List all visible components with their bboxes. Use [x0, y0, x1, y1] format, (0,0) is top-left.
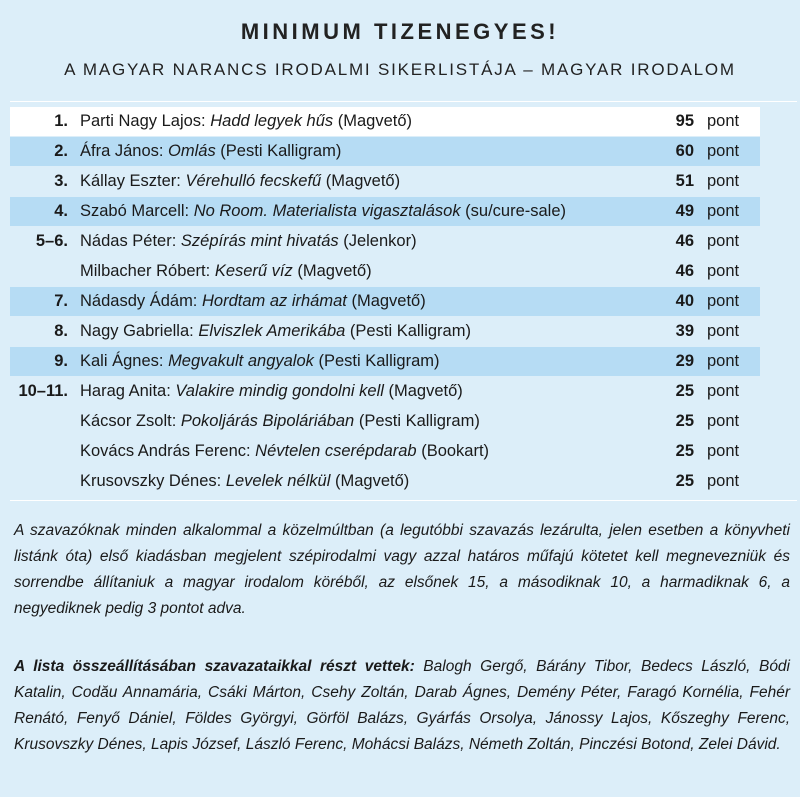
book-entry	[80, 317, 471, 346]
top-divider	[10, 101, 797, 102]
list-item	[10, 167, 760, 196]
score-unit: pont	[707, 172, 740, 190]
book-publisher: (su/cure-sale)	[460, 202, 567, 220]
rank-number: 2.	[54, 142, 68, 160]
book-title: Hadd legyek hűs	[210, 112, 334, 130]
rank-number: 1.	[54, 112, 68, 130]
book-author: Áfra János:	[80, 142, 169, 160]
method-paragraph: A szavazóknak minden alkalommal a közelmúltban (a legutóbbi szavazás lezárulta, jelen esetben a könyvheti listánk óta) első kiadásban megjelent szépirodalmi vagy azzal határos műfajú kötetet kell megnevezniük és sorrendbe állítaniuk a magyar irodalom köréből, az elsőnek 15, a másodiknak 10, a harmadiknak 6, a negyediknek pedig 3 pontot adva.	[14, 522, 790, 617]
book-author: Milbacher Róbert:	[80, 262, 215, 280]
list-item	[10, 437, 760, 466]
score-unit: pont	[707, 232, 740, 250]
rank-number: 10–11.	[18, 382, 68, 400]
score-unit: pont	[707, 202, 740, 220]
score-unit: pont	[707, 472, 740, 490]
book-title: Vérehulló fecskefű	[185, 172, 322, 190]
score-value: 95	[675, 112, 694, 130]
book-author: Kácsor Zsolt:	[80, 412, 181, 430]
score-value: 49	[675, 202, 694, 220]
ranking-list	[10, 107, 760, 497]
score-value: 25	[675, 442, 694, 460]
book-entry	[80, 437, 489, 466]
list-item	[10, 317, 760, 346]
book-author: Nádasdy Ádám:	[80, 292, 202, 310]
rank-number: 8.	[54, 322, 68, 340]
score-value: 51	[675, 172, 694, 190]
book-publisher: (Magvető)	[383, 382, 463, 400]
book-publisher: (Magvető)	[333, 112, 413, 130]
score-unit: pont	[707, 442, 740, 460]
list-item	[10, 407, 760, 436]
list-item	[10, 287, 760, 316]
rank-number: 7.	[54, 292, 68, 310]
book-title: Omlás	[168, 142, 216, 160]
list-item	[10, 467, 760, 496]
book-title: No Room. Materialista vigasztalások	[193, 202, 461, 220]
book-author: Parti Nagy Lajos:	[80, 112, 211, 130]
book-entry	[80, 107, 412, 136]
book-entry	[80, 467, 409, 496]
book-title: Névtelen cserépdarab	[255, 442, 417, 460]
book-entry	[80, 137, 341, 166]
score-value: 25	[675, 412, 694, 430]
book-entry	[80, 227, 417, 256]
score-unit: pont	[707, 382, 740, 400]
book-publisher: (Pesti Kalligram)	[354, 412, 480, 430]
book-title: Elviszlek Amerikába	[198, 322, 346, 340]
score-value: 46	[675, 232, 694, 250]
book-entry	[80, 167, 400, 196]
score-value: 29	[675, 352, 694, 370]
book-title: Valakire mindig gondolni kell	[175, 382, 384, 400]
book-publisher: (Bookart)	[416, 442, 490, 460]
score-unit: pont	[707, 352, 740, 370]
score-value: 25	[675, 382, 694, 400]
page-title: MINIMUM TIZENEGYES!	[240, 19, 560, 44]
book-author: Nádas Péter:	[80, 232, 181, 250]
book-title: Levelek nélkül	[225, 472, 331, 490]
list-item	[10, 107, 760, 136]
list-item	[10, 377, 760, 406]
book-author: Szabó Marcell:	[80, 202, 194, 220]
book-title: Hordtam az irhámat	[201, 292, 347, 310]
score-value: 40	[675, 292, 694, 310]
book-author: Kovács András Ferenc:	[80, 442, 256, 460]
book-entry	[80, 347, 440, 376]
book-entry	[80, 377, 463, 406]
book-author: Nagy Gabriella:	[80, 322, 199, 340]
score-value: 60	[675, 142, 694, 160]
book-publisher: (Pesti Kalligram)	[313, 352, 440, 370]
rank-number: 4.	[54, 202, 68, 220]
book-publisher: (Magvető)	[321, 172, 401, 190]
score-value: 25	[675, 472, 694, 490]
book-entry	[80, 407, 480, 436]
book-publisher: (Pesti Kalligram)	[215, 142, 342, 160]
book-entry	[80, 257, 372, 286]
book-title: Pokoljárás Bipoláriában	[180, 412, 355, 430]
voters-label: A lista összeállításában szavazataikkal részt vettek:	[14, 658, 415, 675]
score-unit: pont	[707, 112, 740, 130]
book-author: Harag Anita:	[80, 382, 176, 400]
list-item	[10, 137, 760, 166]
rank-number: 5–6.	[35, 232, 68, 250]
book-publisher: (Magvető)	[330, 472, 410, 490]
voters-paragraph	[14, 654, 790, 758]
list-item	[10, 227, 760, 256]
book-title: Megvakult angyalok	[168, 352, 314, 370]
book-entry	[80, 287, 426, 316]
list-item	[10, 257, 760, 286]
book-author: Kali Ágnes:	[80, 352, 169, 370]
rank-number: 3.	[54, 172, 68, 190]
book-publisher: (Pesti Kalligram)	[345, 322, 471, 340]
book-title: Keserű víz	[214, 262, 293, 280]
book-publisher: (Jelenkor)	[338, 232, 417, 250]
score-unit: pont	[707, 412, 740, 430]
book-entry	[80, 197, 566, 226]
bottom-divider	[10, 500, 797, 501]
list-item	[10, 347, 760, 376]
voters-names: Balogh Gergő, Bárány Tibor, Bedecs László, Bódi Katalin, Codău Annamária, Csáki Márton, Csehy Zoltán, Darab Ágnes, Demény Péter, Faragó Kornélia, Fehér Renátó, Fenyő Dániel, Földes Györgyi, Görföl Balázs, Gyárfás Orsolya, Jánossy Lajos, Kőszeghy Ferenc, Krusovszky Dénes, Lapis József, László Ferenc, Mohácsi Balázs, Németh Zoltán, Pinczési Botond, Zelei Dávid.	[14, 658, 790, 753]
book-author: Krusovszky Dénes:	[80, 472, 226, 490]
book-author: Kállay Eszter:	[80, 172, 186, 190]
score-value: 39	[675, 322, 694, 340]
score-unit: pont	[707, 142, 740, 160]
book-publisher: (Magvető)	[292, 262, 372, 280]
score-unit: pont	[707, 322, 740, 340]
book-publisher: (Magvető)	[346, 292, 426, 310]
score-unit: pont	[707, 292, 740, 310]
list-item	[10, 197, 760, 226]
page-subtitle: A MAGYAR NARANCS IRODALMI SIKERLISTÁJA – MAGYAR IRODALOM	[64, 60, 736, 79]
book-title: Szépírás mint hivatás	[180, 232, 339, 250]
score-unit: pont	[707, 262, 740, 280]
rank-number: 9.	[54, 352, 68, 370]
score-value: 46	[675, 262, 694, 280]
